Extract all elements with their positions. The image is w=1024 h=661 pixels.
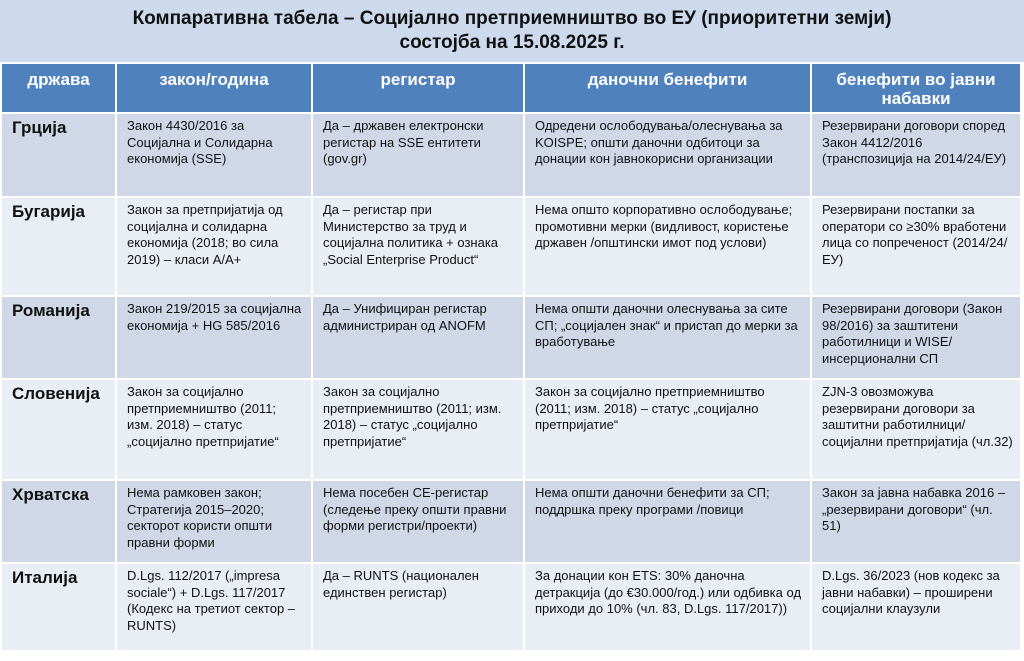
law-cell: Закон за претпријатија од социјална и солидарна економија (2018; во сила 2019) – класи A/A+ bbox=[117, 198, 313, 297]
law-cell: Закон 219/2015 за социјална економија + HG 585/2016 bbox=[117, 297, 313, 380]
country-cell: Хрватска bbox=[2, 481, 117, 564]
procurement-cell: Резервирани договори според Закон 4412/2016 (транспозиција на 2014/24/ЕУ) bbox=[812, 114, 1022, 198]
country-cell: Романија bbox=[2, 297, 117, 380]
header-law: закон/година bbox=[117, 64, 313, 114]
header-procurement: бенефити во јавни набавки bbox=[812, 64, 1022, 114]
tax-cell: Нема општи даночни бенефити за СП; поддршка преку програми /повици bbox=[525, 481, 812, 564]
country-cell: Словенија bbox=[2, 380, 117, 481]
title-line-2: состојба на 15.08.2025 г. bbox=[399, 32, 625, 53]
header-tax: даночни бенефити bbox=[525, 64, 812, 114]
procurement-cell: Закон за јавна набавка 2016 – „резервирани договори“ (чл. 51) bbox=[812, 481, 1022, 564]
law-cell: D.Lgs. 112/2017 („impresa sociale“) + D.Lgs. 117/2017 (Кодекс на третиот сектор – RUNTS) bbox=[117, 564, 313, 652]
law-cell: Закон 4430/2016 за Социјална и Солидарна економија (SSE) bbox=[117, 114, 313, 198]
register-cell: Да – државен електронски регистар на SSE ентитети (gov.gr) bbox=[313, 114, 525, 198]
country-cell: Бугарија bbox=[2, 198, 117, 297]
header-country: држава bbox=[2, 64, 117, 114]
register-cell: Да – регистар при Министерство за труд и социјална политика + ознака „Social Enterprise Product“ bbox=[313, 198, 525, 297]
procurement-cell: ZJN-3 овозможува резервирани договори за заштитни работилници/ социјални претпријатија (чл.32) bbox=[812, 380, 1022, 481]
comparison-table bbox=[2, 64, 1022, 652]
table-row bbox=[2, 380, 1022, 481]
title-line-1: Компаративна табела – Социјално претприемништво во ЕУ (приоритетни земји) bbox=[132, 8, 892, 29]
table-row bbox=[2, 297, 1022, 380]
table-row bbox=[2, 114, 1022, 198]
procurement-cell: Резервирани постапки за оператори со ≥30% вработени лица со попреченост (2014/24/ЕУ) bbox=[812, 198, 1022, 297]
register-cell: Закон за социјално претприемништво (2011; изм. 2018) – статус „социјално претпријатие“ bbox=[313, 380, 525, 481]
register-cell: Да – RUNTS (национален единствен регистар) bbox=[313, 564, 525, 652]
table-row bbox=[2, 481, 1022, 564]
title-banner bbox=[0, 0, 1024, 62]
country-cell: Грција bbox=[2, 114, 117, 198]
header-register: регистар bbox=[313, 64, 525, 114]
procurement-cell: Резервирани договори (Закон 98/2016) за заштитени работилници и WISE/инсерционални СП bbox=[812, 297, 1022, 380]
law-cell: Закон за социјално претприемништво (2011; изм. 2018) – статус „социјално претпријатие“ bbox=[117, 380, 313, 481]
tax-cell: Закон за социјално претприемништво (2011; изм. 2018) – статус „социјално претпријатие“ bbox=[525, 380, 812, 481]
table-row bbox=[2, 198, 1022, 297]
country-cell: Италија bbox=[2, 564, 117, 652]
register-cell: Нема посебен СЕ-регистар (следење преку општи правни форми регистри/проекти) bbox=[313, 481, 525, 564]
tax-cell: За донации кон ETS: 30% даночна детракција (до €30.000/год.) или одбивка од приходи до 10% (чл. 83, D.Lgs. 117/2017)) bbox=[525, 564, 812, 652]
procurement-cell: D.Lgs. 36/2023 (нов кодекс за јавни набавки) – проширени социјални клаузули bbox=[812, 564, 1022, 652]
law-cell: Нема рамковен закон; Стратегија 2015–2020; секторот користи општи правни форми bbox=[117, 481, 313, 564]
tax-cell: Нема општо корпоративно ослободување; промотивни мерки (видливост, користење државен /општински имот под услови) bbox=[525, 198, 812, 297]
register-cell: Да – Унифициран регистар администриран од ANOFM bbox=[313, 297, 525, 380]
tax-cell: Нема општи даночни олеснувања за сите СП; „социјален знак“ и пристап до мерки за вработување bbox=[525, 297, 812, 380]
header-row bbox=[2, 64, 1022, 114]
table-row bbox=[2, 564, 1022, 652]
tax-cell: Одредени ослободувања/олеснувања за KOISPE; општи даночни одбитоци за донации кон јавнокорисни организации bbox=[525, 114, 812, 198]
